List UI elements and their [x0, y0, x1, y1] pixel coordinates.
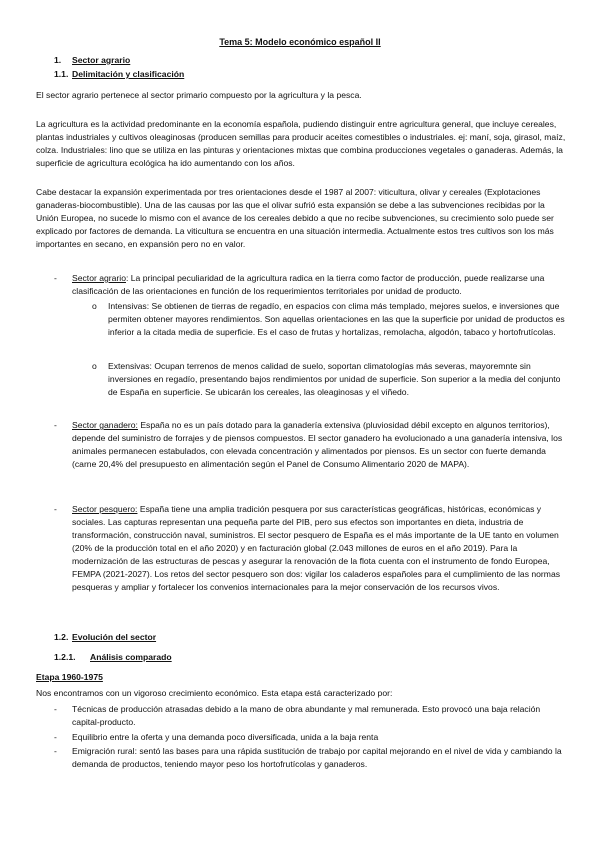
subsection-number: 1.2.: [54, 632, 69, 642]
paragraph-etapa: Nos encontramos con un vigoroso crecimiento económico. Esta etapa está caracterizado por:: [36, 688, 393, 698]
paragraph-intro: El sector agrario pertenece al sector primario compuesto por la agricultura y la pesca.: [36, 90, 362, 100]
bullet-label: Sector ganadero:: [72, 420, 138, 430]
subsection-heading-delimitacion: Delimitación y clasificación: [72, 69, 185, 79]
bullet-label: Sector agrario: [72, 273, 126, 283]
sub-bullet-intensivas: Intensivas: Se obtienen de tierras de regadío, en espacios con clima más templado, mejores suelos, e inversiones que permiten obtener mayores rendimientos. Son aquellas orientaciones en las que la superficie por unidad de productos es inferior a la citada media de superficie. Es el caso de frutas y hortalizas, remolacha, algodón, tabaco y hortofrutícolas.: [108, 301, 565, 337]
bullet-text: España no es un país dotado para la ganadería extensiva (pluviosidad débil excepto en algunos territorios), depende del suministro de forrajes y de piensos compuestos. El sector ganadero ha evolucionado a una ganadería intensiva, los animales permanecen estabulados, con elevada concentración y alimentados por piensos. Es un sector con fuerte demanda (carne 20,4% del presupuesto en alimentación según el Panel de Consumo Alimentario 2020 de MAPA).: [72, 420, 563, 469]
bullet-label: Sector pesquero:: [72, 504, 138, 514]
bullet-sector-pesquero: [72, 503, 566, 594]
dash-bullet: -: [54, 704, 57, 714]
list-item: Equilibrio entre la oferta y una demanda poco diversificada, unida a la baja renta: [72, 732, 379, 742]
bullet-sector-agrario: [72, 272, 566, 298]
etapa-heading: Etapa 1960-1975: [36, 672, 103, 682]
subsection-heading-evolucion: Evolución del sector: [72, 632, 157, 642]
paragraph-expansion: Cabe destacar la expansión experimentada por tres orientaciones desde el 1987 al 2007: viticultura, olivar y cereales (Explotaciones ganaderas-biocombustible). Una de las causas por las que el olivar sufrió esta expansión se debe a las subvenciones recibidas por la Unión Europea, no sucede lo mismo con el avance de los cereales debido a que no recibe subvenciones, su crecimiento solo puede ser explicado por factores de demanda. La viticultura se encuentra en una situación intermedia. Actualmente estos tres cultivos son los más importantes en secano, en expansión pero no en valor.: [36, 187, 554, 249]
paragraph-agricultura: La agricultura es la actividad predominante en la economía española, pudiendo distinguir entre agricultura general, que incluye cereales, plantas industriales y cultivos oleaginosas (producen semillas para producir aceites comestibles o industriales. ej: maní, soja, girasol, maíz, colza. Industriales: lino que se utiliza en las pinturas y orientaciones mixtas que combina producciones vegetales o ganaderas. Además, la superficie de agricultura ecológica ha ido aumentando con los años.: [36, 119, 566, 168]
bullet-sector-ganadero: [72, 419, 566, 471]
sub-bullet-extensivas: Extensivas: Ocupan terrenos de menos calidad de suelo, soportan climatologías más severas, mayoremnte sin inversiones en regadío, presentando bajos rendimientos por unidad de superficie. Son superior a la media del conjunto de España en superficie. Se ubicarán los cereales, las oleaginosas y el viñedo.: [108, 361, 561, 397]
bullet-text: : La principal peculiaridad de la agricultura radica en la tierra como factor de producción, puede realizarse una clasificación de las orientaciones en función de los requerimientos territoriales por unidad de producto.: [72, 273, 545, 296]
circle-bullet: o: [92, 361, 97, 371]
list-item: Técnicas de producción atrasadas debido a la mano de obra abundante y mal remunerada. Esto provocó una baja relación capital-producto.: [72, 704, 541, 727]
dash-bullet: -: [54, 273, 57, 283]
dash-bullet: -: [54, 420, 57, 430]
dash-bullet: -: [54, 732, 57, 742]
dash-bullet: -: [54, 504, 57, 514]
subsubsection-heading-analisis: Análisis comparado: [90, 652, 172, 662]
bullet-text: España tiene una amplia tradición pesquera por sus características geográficas, históricas, económicas y sociales. Las capturas representan una pequeña parte del PIB, pero sus efectos son importantes en dieta, industria de transformación, construcción naval, suministros. El sector pesquero de España es el más importante de la UE tanto en volumen (20% de la producción total en el año 2020) y en facturación global (2.043 millones de euros en el año 2019). Para la modernización de las estructuras de pescas y asegurar la renovación de la flota cuenta con el instrumento de fondo Europea, FEMPA (2021-2027). Los retos del sector pesquero son dos: vigilar los caladeros españoles para el cumplimiento de las normas pesqueras y ampliar y fortalecer los convenios internacionales para la mejor conservación de los recursos vivos.: [72, 504, 561, 592]
dash-bullet: -: [54, 746, 57, 756]
section-number: 1.: [54, 55, 62, 65]
page-title: Tema 5: Modelo económico español II: [219, 37, 381, 47]
list-item: Emigración rural: sentó las bases para una rápida sustitución de trabajo por capital mejorando en el nivel de vida y cambiando la demanda de productos, teniendo mayor peso los hortofrutícolas y ganaderos.: [72, 746, 562, 769]
circle-bullet: o: [92, 301, 97, 311]
section-heading-sector-agrario: Sector agrario: [72, 55, 131, 65]
subsection-number: 1.1.: [54, 69, 69, 79]
subsubsection-number: 1.2.1.: [54, 652, 76, 662]
